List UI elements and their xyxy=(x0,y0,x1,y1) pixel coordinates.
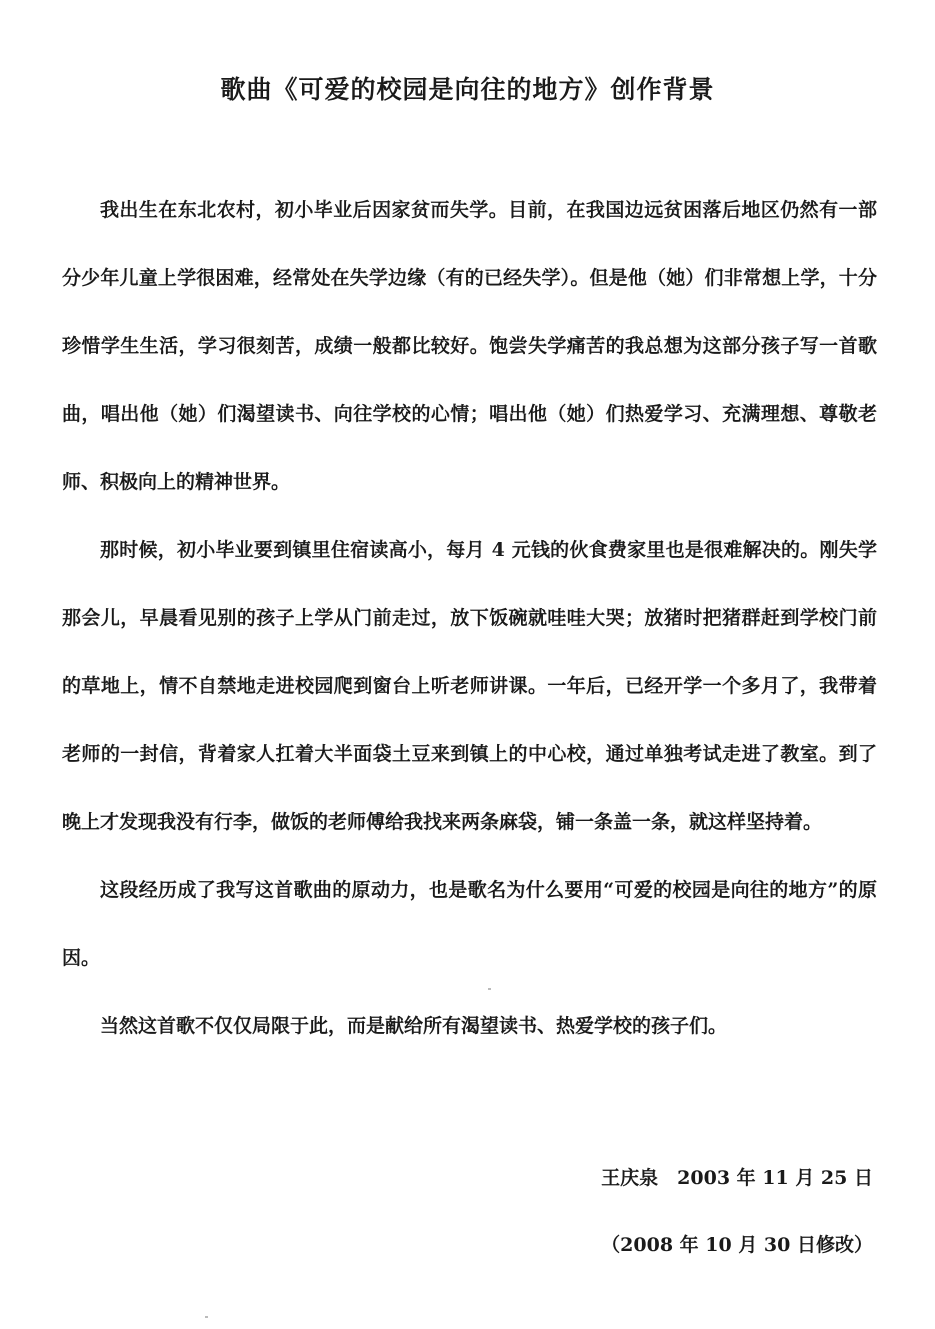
document-body xyxy=(62,176,877,1060)
paragraph-2: 那时候，初小毕业要到镇里住宿读高小，每月 4 元钱的伙食费家里也是很难解决的。刚失学那会儿，早晨看见别的孩子上学从门前走过，放下饭碗就哇哇大哭；放猪时把猪群赶到学校门前的草地上，情不自禁地走进校园爬到窗台上听老师讲课。一年后，已经开学一个多月了，我带着老师的一封信，背着家人扛着大半面袋土豆来到镇上的中心校，通过单独考试走进了教室。到了晚上才发现我没有行李，做饭的老师傅给我找来两条麻袋，铺一条盖一条，就这样坚持着。 xyxy=(62,539,877,833)
paragraph-3: 这段经历成了我写这首歌曲的原动力，也是歌名为什么要用“可爱的校园是向往的地方”的原因。 xyxy=(62,879,877,969)
paragraph-4: 当然这首歌不仅仅局限于此，而是献给所有渴望读书、热爱学校的孩子们。 xyxy=(100,1015,728,1037)
scan-speck xyxy=(205,1316,208,1318)
signature-author-date: 王庆泉 2003 年 11 月 25 日 xyxy=(601,1167,873,1189)
document-title: 歌曲《可爱的校园是向往的地方》创作背景 xyxy=(220,75,715,104)
paragraph-1: 我出生在东北农村，初小毕业后因家贫而失学。目前，在我国边远贫困落后地区仍然有一部分少年儿童上学很困难，经常处在失学边缘（有的已经失学）。但是他（她）们非常想上学，十分珍惜学生生活，学习很刻苦，成绩一般都比较好。饱尝失学痛苦的我总想为这部分孩子写一首歌曲，唱出他（她）们渴望读书、向往学校的心情；唱出他（她）们热爱学习、充满理想、尊敬老师、积极向上的精神世界。 xyxy=(62,199,877,493)
scan-speck xyxy=(488,988,491,990)
signature-revision-note: （2008 年 10 月 30 日修改） xyxy=(601,1234,873,1256)
